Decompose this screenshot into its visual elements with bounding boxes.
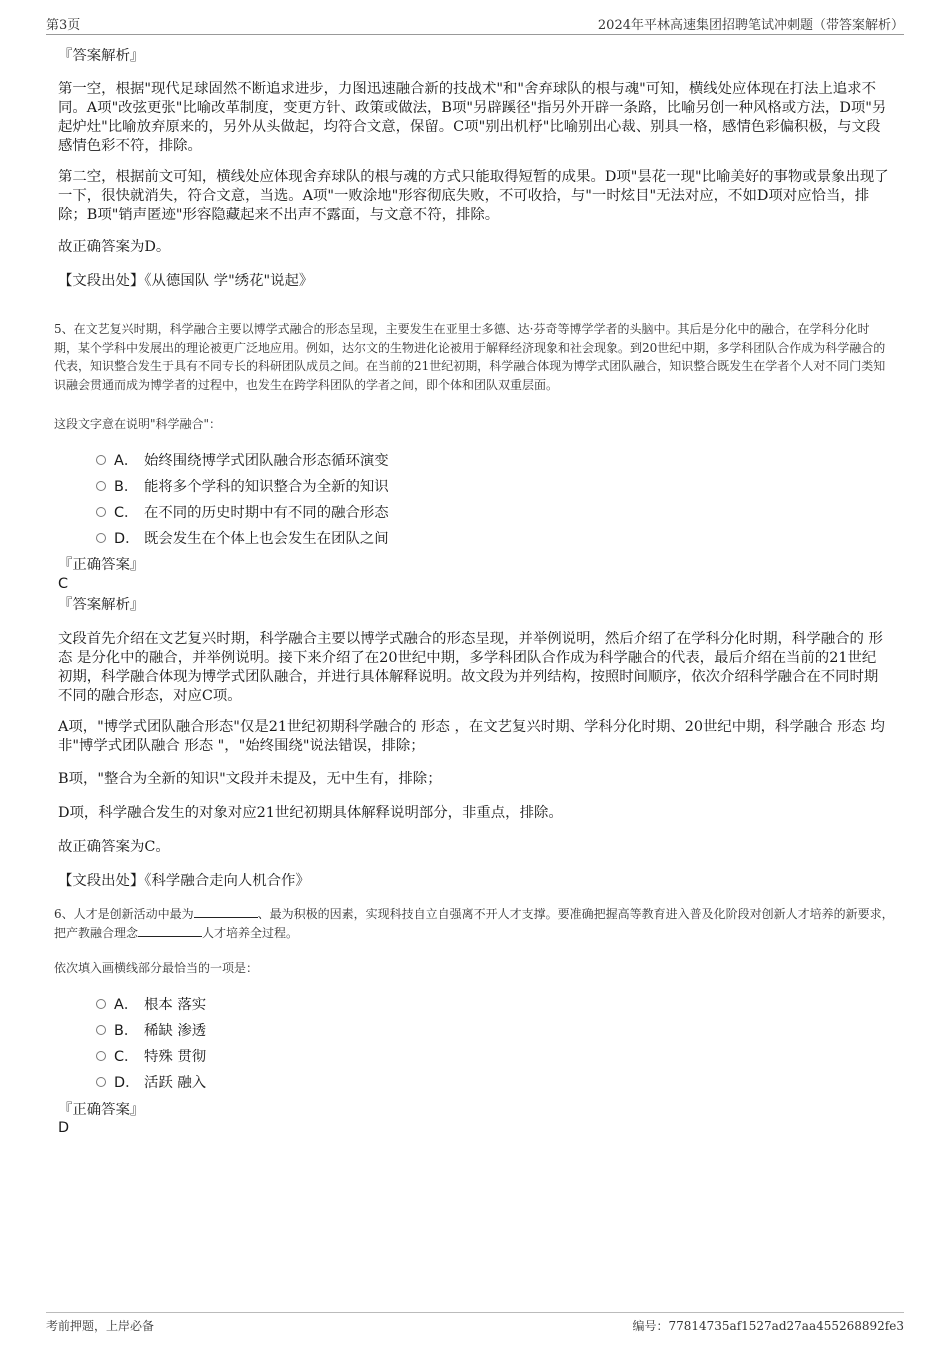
- q5-correct-answer: C: [58, 576, 69, 592]
- q5-correct-label: 『正确答案』: [58, 557, 145, 573]
- footer-slogan: 考前押题，上岸必备: [46, 1319, 155, 1333]
- radio-icon[interactable]: [96, 999, 106, 1009]
- q4-analysis-para2: 第二空，根据前文可知，横线处应体现舍弃球队的根与魂的方式只能取得短暂的成果。D项"昙花一现"比喻美好的事物或景象出现了一下，很快就消失，符合文意，当选。A项"一败涂地"形容彻底失败，不可收拾，与"一时炫目"无法对应，不如D项对应恰当，排除；B项"销声匿迹"形容隐藏起来不出声不露面，与文意不符，排除。: [58, 169, 889, 223]
- q4-analysis-para1: 第一空，根据"现代足球固然不断追求进步，力图迅速融合新的技战术"和"舍弃球队的根与魂"可知，横线处应体现在打法上追求不同。A项"改弦更张"比喻改革制度，变更方针、政策或做法，B项"另辟蹊径"指另外开辟一条路，比喻另创一种风格或方法，D项"另起炉灶"比喻放弃原来的，另外从头做起，均符合文意，保留。C项"别出机杼"比喻别出心裁、别具一格，感情色彩偏积极，与文段感情色彩不符，排除。: [58, 81, 887, 154]
- radio-icon[interactable]: [96, 1077, 106, 1087]
- q6-correct-answer: D: [58, 1120, 70, 1136]
- q6-question: 依次填入画横线部分最恰当的一项是：: [54, 961, 259, 975]
- radio-icon[interactable]: [96, 481, 106, 491]
- radio-icon[interactable]: [96, 1051, 106, 1061]
- q5-question: 这段文字意在说明"科学融合"：: [54, 417, 222, 431]
- q5-option-c[interactable]: C． 在不同的历史时期中有不同的融合形态: [96, 503, 389, 523]
- q5-analysis-para2: A项，"博学式团队融合形态"仅是21世纪初期科学融合的 形态 ，在文艺复兴时期、学科分化时期、20世纪中期，科学融合 形态 均非"博学式团队融合 形态 "，"始终围绕"说法错误，排除；: [58, 719, 885, 754]
- q5-option-d[interactable]: D． 既会发生在个体上也会发生在团队之间: [96, 529, 389, 549]
- document-title: 2024年平林高速集团招聘笔试冲刺题（带答案解析）: [597, 18, 904, 33]
- radio-icon[interactable]: [96, 533, 106, 543]
- q5-stem: 5、在文艺复兴时期，科学融合主要以博学式融合的形态呈现，主要发生在亚里士多德、达·芬奇等博学学者的头脑中。其后是分化中的融合，在学科分化时期，某个学科中发展出的理论被更广泛地应用。例如，达尔文的生物进化论被用于解释经济现象和社会现象。到20世纪中期，多学科团队合作成为科学融合的代表，知识整合发生于具有不同专长的科研团队成员之间。在当前的21世纪初期，科学融合体现为博学式团队融合，知识整合既发生在学者个人对不同门类知识融会贯通而成为博学者的过程中，也发生在跨学科团队的学者之间，即个体和团队双重层面。: [54, 322, 886, 392]
- q5-option-b[interactable]: B． 能将多个学科的知识整合为全新的知识: [96, 477, 389, 497]
- document-serial: 编号：77814735af1527ad27aa455268892fe3: [632, 1319, 904, 1333]
- q6-option-d[interactable]: D． 活跃 融入: [96, 1073, 206, 1093]
- q4-source: 【文段出处】《从德国队 学"绣花"说起》: [58, 273, 314, 289]
- q5-option-a[interactable]: A． 始终围绕博学式团队融合形态循环演变: [96, 451, 389, 471]
- q6-correct-label: 『正确答案』: [58, 1102, 145, 1118]
- page-header: [46, 14, 904, 35]
- radio-icon[interactable]: [96, 507, 106, 517]
- fill-blank-1: [194, 905, 258, 918]
- q6-option-c[interactable]: C． 特殊 贯彻: [96, 1047, 206, 1067]
- radio-icon[interactable]: [96, 455, 106, 465]
- page-number: 第3页: [46, 18, 81, 33]
- q4-conclusion: 故正确答案为D。: [58, 239, 171, 255]
- q5-analysis-label: 『答案解析』: [58, 597, 145, 613]
- q5-analysis-para3: B项，"整合为全新的知识"文段并未提及，无中生有，排除；: [58, 771, 442, 787]
- fill-blank-2: [138, 924, 202, 937]
- q6-option-b[interactable]: B． 稀缺 渗透: [96, 1021, 206, 1041]
- radio-icon[interactable]: [96, 1025, 106, 1035]
- q4-analysis-label: 『答案解析』: [58, 48, 145, 64]
- q5-conclusion: 故正确答案为C。: [58, 839, 170, 855]
- q5-analysis-para1: 文段首先介绍在文艺复兴时期，科学融合主要以博学式融合的形态呈现，并举例说明，然后介绍了在学科分化时期，科学融合的 形态 是分化中的融合，并举例说明。接下来介绍了在20世纪中期，多学科团队合作成为科学融合的代表，最后介绍在当前的21世纪初期，科学融合体现为博学式团队融合，并进行具体解释说明。故文段为并列结构，按照时间顺序，依次介绍科学融合在不同时期不同的融合形态，对应C项。: [58, 631, 883, 704]
- q5-source: 【文段出处】《科学融合走向人机合作》: [58, 873, 310, 889]
- page-footer: [46, 1312, 904, 1336]
- q6-option-a[interactable]: A． 根本 落实: [96, 995, 206, 1015]
- q6-stem: 6、人才是创新活动中最为 、最为积极的因素，实现科技自立自强离不开人才支撑。要准确把握高等教育进入普及化阶段对创新人才培养的新要求，把产教融合理念 人才培养全过程。: [54, 907, 894, 940]
- q5-analysis-para4: D项，科学融合发生的对象对应21世纪初期具体解释说明部分，非重点，排除。: [58, 805, 563, 821]
